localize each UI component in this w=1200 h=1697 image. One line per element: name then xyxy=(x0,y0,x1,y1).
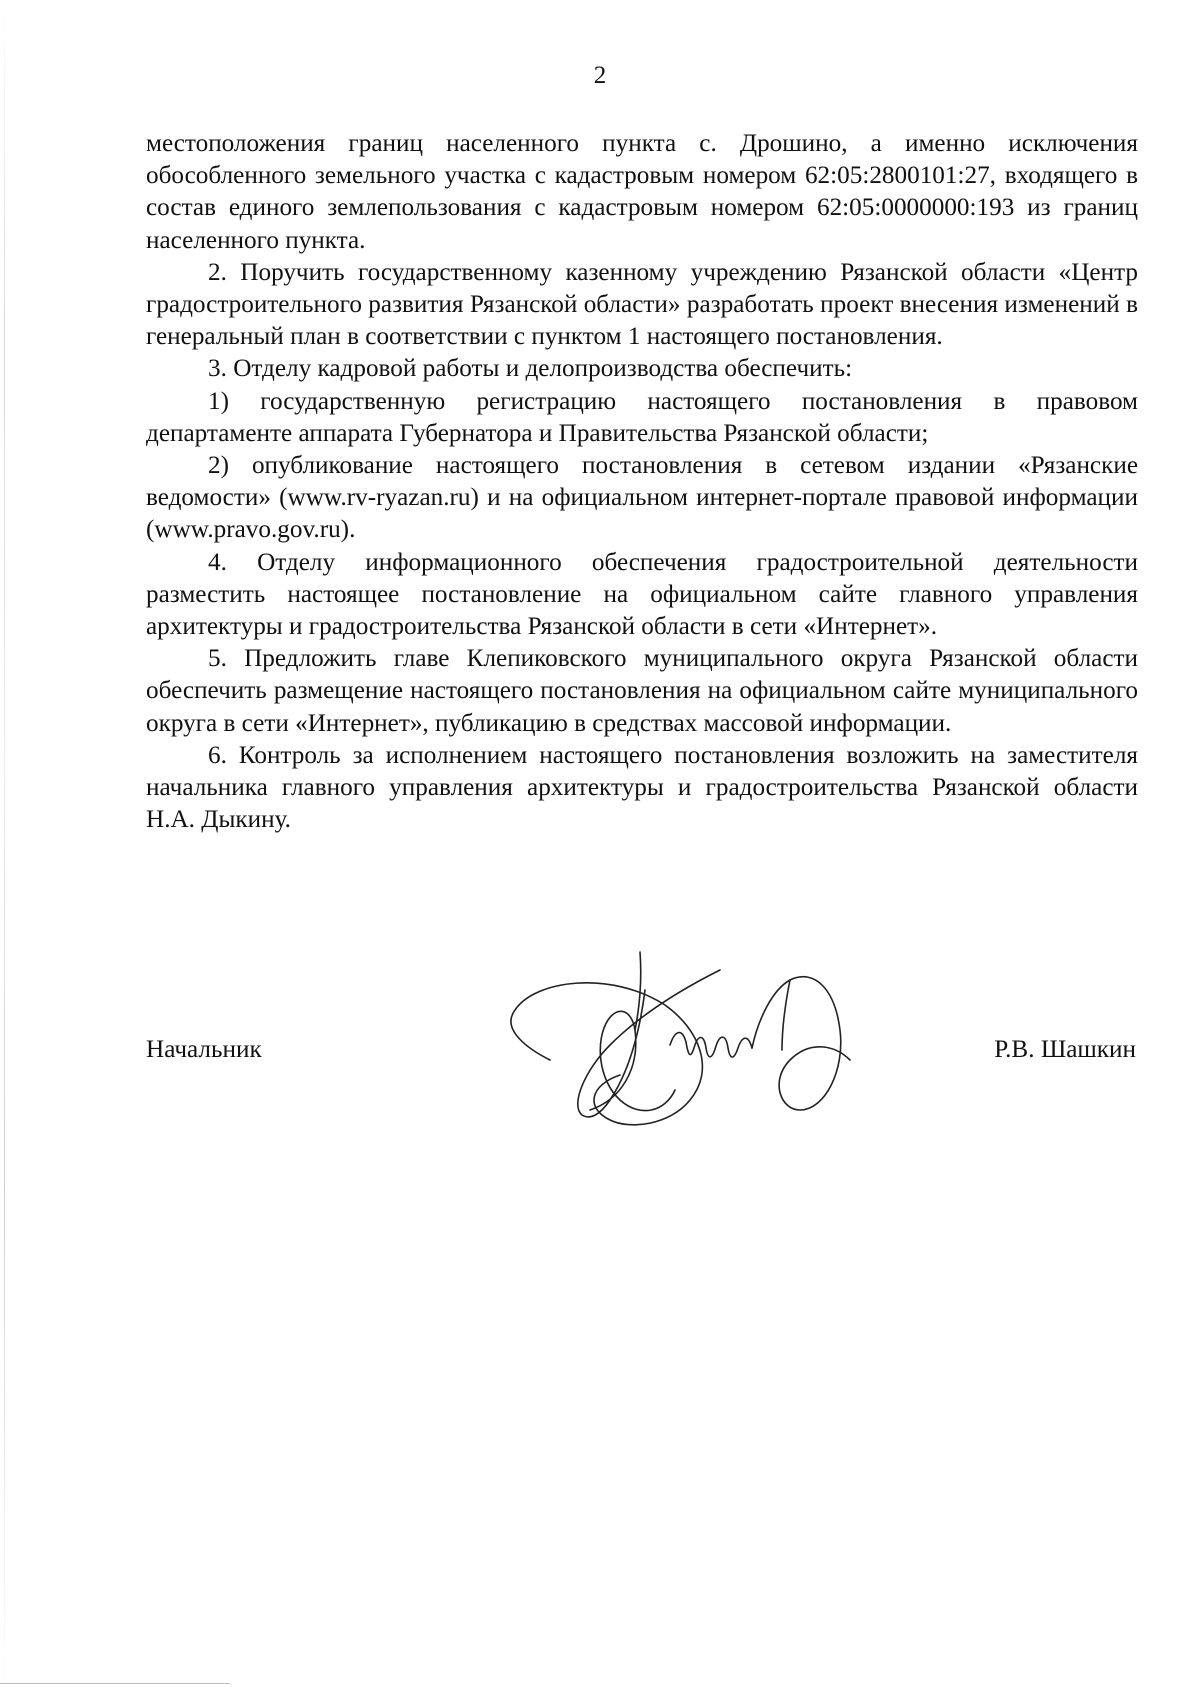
scan-edge-artifact xyxy=(4,0,5,1697)
signature-block xyxy=(146,1036,1138,1076)
signatory-name: Р.В. Шашкин xyxy=(994,1036,1136,1063)
signatory-position: Начальник xyxy=(146,1036,262,1063)
paragraph-item-3-1: 1) государственную регистрацию настоящего постановления в правовом департаменте аппарата Губернатора и Правительства Рязанской области; xyxy=(146,387,1138,447)
document-body xyxy=(146,128,1138,836)
paragraph-item-4: 4. Отделу информационного обеспечения градостроительной деятельности разместить настоящее постановление на официальном сайте главного управления архитектуры и градостроительства Рязанской области в сети «Интернет». xyxy=(146,548,1138,641)
paragraph-item-2: 2. Поручить государственному казенному учреждению Рязанской области «Центр градостроительного развития Рязанской области» разработать проект внесения изменений в генеральный план в соответствии с пунктом 1 настоящего постановления. xyxy=(146,258,1138,351)
scan-bottom-line xyxy=(0,1683,230,1684)
page-number: 2 xyxy=(593,62,607,89)
paragraph-item-6: 6. Контроль за исполнением настоящего постановления возложить на заместителя начальника главного управления архитектуры и градостроительства Рязанской области Н.А. Дыкину. xyxy=(146,741,1138,834)
paragraph-item-3: 3. Отделу кадровой работы и делопроизводства обеспечить: xyxy=(208,355,853,383)
paragraph-item-3-2: 2) опубликование настоящего постановления в сетевом издании «Рязанские ведомости» (www.rv-ryazan.ru) и на официальном интернет-портале правовой информации (www.pravo.gov.ru). xyxy=(146,452,1138,544)
paragraph-item-5: 5. Предложить главе Клепиковского муниципального округа Рязанской области обеспечить размещение настоящего постановления на официальном сайте муниципального округа в сети «Интернет», публикацию в средствах массовой информации. xyxy=(146,645,1138,737)
paragraph-continuation: местоположения границ населенного пункта с. Дрошино, а именно исключения обособленного земельного участка с кадастровым номером 62:05:2800101:27, входящего в состав единого землепользования с кадастровым номером 62:05:0000000:193 из границ населенного пункта. xyxy=(146,130,1138,254)
